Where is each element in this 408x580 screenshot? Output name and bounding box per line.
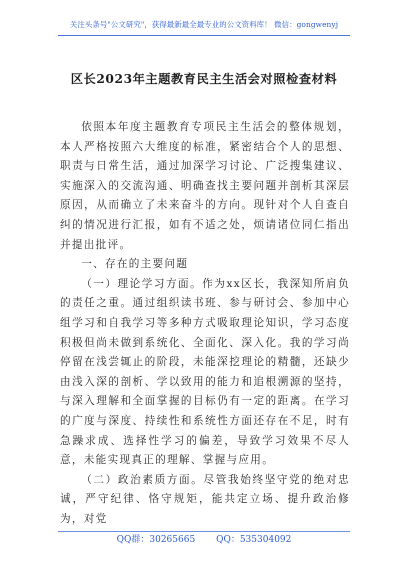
footer-qq-group: QQ群：30265665	[116, 535, 196, 545]
document-body	[60, 118, 350, 529]
body-paragraph-intro: 依照本年度主题教育专项民主生活会的整体规划，本人严格按照六大维度的标准，紧密结合个人的思想、职责与日常生活，通过加深学习讨论、广泛搜集建议、实施深入的交流沟通、明确查找主要问题并剖析其深层原因，从而确立了未来奋斗的方向。现针对个人自查自纠的情况进行汇报，如有不适之处，烦请诸位同仁指出并提出批评。	[60, 121, 350, 251]
header-banner: 关注头条号"公文研究"，获得最新最全最专业的公文资料库！ 微信：gongwenyj	[69, 20, 339, 29]
body-paragraph-theory-study: （一）理论学习方面。作为xx区长，我深知所肩负的责任之重。通过组织读书班、参与研讨会、参加中心组学习和自我学习等多种方式吸取理论知识，学习态度积极但尚未做到系统化、全面化、深入化。我的学习尚停留在浅尝辄止的阶段，未能深挖理论的精髓，还缺少由浅入深的剖析、学以致用的能力和追根溯源的坚持，与深入理解和全面掌握的目标仍有一定的距离。在学习的广度与深度、持续性和系统性方面还存在不足，时有急躁求成、选择性学习的偏差，导致学习效果不尽人意，未能实现真正的理解、掌握与应用。	[60, 277, 350, 467]
body-paragraph-political-quality: （二）政治素质方面。尽管我始终坚守党的绝对忠诚，严守纪律、恪守规矩，能共定立场、提升政治修为，对党	[60, 473, 350, 525]
header-divider	[58, 35, 350, 36]
footer-qq: QQ：535304092	[216, 535, 292, 545]
document-title: 区长2023年主题教育民主生活会对照检查材料	[70, 72, 338, 86]
section-heading-problems: 一、存在的主要问题	[81, 258, 189, 271]
footer	[0, 532, 408, 545]
